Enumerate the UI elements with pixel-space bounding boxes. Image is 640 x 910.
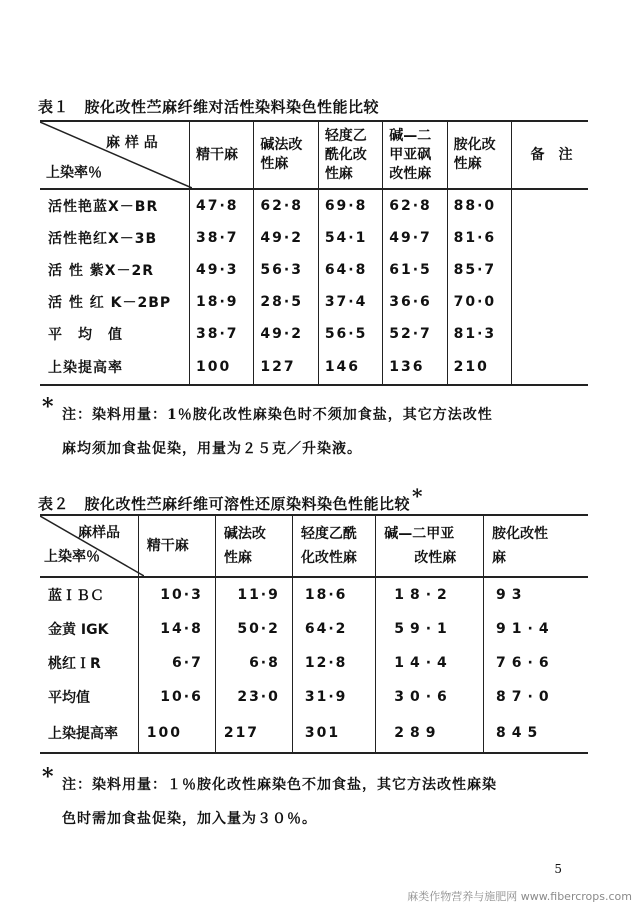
cell: 85·7 [447, 254, 511, 286]
note1-asterisk: * [42, 394, 55, 420]
cell: 6·8 [215, 646, 292, 680]
table1-col-header: 精干麻 [190, 121, 254, 189]
table2-col-header: 碱法改 性麻 [215, 515, 292, 577]
table2-corner-cell [40, 515, 138, 577]
row-label: 活 性 红 K－2BP [48, 295, 172, 311]
table-row [40, 612, 588, 646]
cell: 6·7 [138, 646, 215, 680]
table1-corner-bottom: 上染率％ [46, 165, 102, 181]
remarks-cell [512, 254, 588, 286]
note2-asterisk: * [42, 764, 55, 790]
cell: 91·4 [484, 612, 588, 646]
cell: 56·5 [318, 318, 382, 350]
cell: 54·1 [318, 222, 382, 254]
row-label: 桃红ＩR [48, 656, 101, 672]
cell: 301 [292, 714, 375, 753]
table1-col-header: 碱法改 性麻 [254, 121, 318, 189]
cell: 11·9 [215, 577, 292, 612]
table1-corner-top: 麻 样 品 [106, 135, 158, 151]
remarks-cell [512, 222, 588, 254]
cell: 61·5 [383, 254, 447, 286]
cell: 64·2 [292, 612, 375, 646]
table-row [40, 222, 588, 254]
table2-caption [38, 484, 423, 514]
table1-caption: 表１ 胺化改性苎麻纤维对活性染料染色性能比较 [38, 98, 380, 116]
cell: 87·0 [484, 680, 588, 714]
cell: 23·0 [215, 680, 292, 714]
cell: 100 [190, 350, 254, 385]
table-row [40, 350, 588, 385]
table-row [40, 646, 588, 680]
cell: 49·2 [254, 222, 318, 254]
remarks-cell [512, 318, 588, 350]
cell: 28·5 [254, 286, 318, 318]
note1-line2: 麻均须加食盐促染，用量为２５克／升染液。 [62, 441, 362, 457]
row-label: 上染提高率 [40, 714, 138, 753]
watermark: 麻类作物营养与施肥网 www.fibercrops.com [407, 890, 632, 903]
cell: 52·7 [383, 318, 447, 350]
cell: 62·8 [383, 189, 447, 222]
cell: 210 [447, 350, 511, 385]
cell: 59·1 [376, 612, 484, 646]
cell: 62·8 [254, 189, 318, 222]
note1 [40, 394, 600, 466]
cell: 76·6 [484, 646, 588, 680]
table-row [40, 286, 588, 318]
table2-caption-asterisk: * [412, 484, 423, 508]
row-label: 活性艳红X－3B [48, 231, 158, 247]
cell: 12·8 [292, 646, 375, 680]
table2-header-row [40, 515, 588, 577]
table2-corner-top: 麻样品 [78, 525, 120, 541]
table2-col-header: 精干麻 [138, 515, 215, 577]
cell: 136 [383, 350, 447, 385]
table1-col-header: 胺化改 性麻 [447, 121, 511, 189]
table-row [40, 680, 588, 714]
cell: 14·8 [138, 612, 215, 646]
table1 [40, 120, 588, 386]
table2-corner-bottom: 上染率％ [44, 549, 100, 565]
row-label: 金黄 IGK [48, 622, 109, 638]
cell: 64·8 [318, 254, 382, 286]
note1-line1: 注：染料用量：1％胺化改性麻染色时不须加食盐，其它方法改性 [62, 407, 493, 423]
table-row [40, 189, 588, 222]
note2 [40, 764, 600, 836]
remarks-cell [512, 350, 588, 385]
cell: 38·7 [190, 318, 254, 350]
cell: 70·0 [447, 286, 511, 318]
cell: 845 [484, 714, 588, 753]
cell: 14·4 [376, 646, 484, 680]
table1-col-header-remarks: 备 注 [512, 121, 588, 189]
cell: 49·3 [190, 254, 254, 286]
table2-col-header: 碱—二甲亚 改性麻 [376, 515, 484, 577]
table1-header-row [40, 121, 588, 189]
table1-corner-cell [40, 121, 190, 189]
row-label: 上染提高率 [40, 350, 190, 385]
cell: 18·9 [190, 286, 254, 318]
cell: 127 [254, 350, 318, 385]
row-label: 平均值 [48, 690, 90, 706]
table2-caption-text: 表２ 胺化改性苎麻纤维可溶性还原染料染色性能比较 [38, 495, 411, 513]
page-number: 5 [554, 862, 562, 876]
cell: 18·2 [376, 577, 484, 612]
table-row [40, 714, 588, 753]
cell: 10·3 [138, 577, 215, 612]
table1-col-header: 轻度乙 酰化改 性麻 [318, 121, 382, 189]
cell: 81·6 [447, 222, 511, 254]
cell: 10·6 [138, 680, 215, 714]
remarks-cell [512, 189, 588, 222]
cell: 81·3 [447, 318, 511, 350]
table-row [40, 577, 588, 612]
table2-col-header: 轻度乙酰 化改性麻 [292, 515, 375, 577]
note2-line1: 注：染料用量：１％胺化改性麻染色不加食盐，其它方法改性麻染 [62, 777, 497, 793]
table2 [40, 514, 588, 754]
row-label: 蓝ＩＢＣ [48, 588, 104, 604]
cell: 49·2 [254, 318, 318, 350]
cell: 47·8 [190, 189, 254, 222]
cell: 50·2 [215, 612, 292, 646]
cell: 88·0 [447, 189, 511, 222]
cell: 30·6 [376, 680, 484, 714]
cell: 93 [484, 577, 588, 612]
cell: 18·6 [292, 577, 375, 612]
cell: 289 [376, 714, 484, 753]
cell: 146 [318, 350, 382, 385]
row-label: 活 性 紫X－2R [48, 263, 155, 279]
cell: 69·8 [318, 189, 382, 222]
table1-col-header: 碱—二 甲亚砜 改性麻 [383, 121, 447, 189]
cell: 56·3 [254, 254, 318, 286]
remarks-cell [512, 286, 588, 318]
table-row [40, 254, 588, 286]
table2-col-header: 胺化改性 麻 [484, 515, 588, 577]
table-row [40, 318, 588, 350]
cell: 37·4 [318, 286, 382, 318]
cell: 38·7 [190, 222, 254, 254]
row-label: 活性艳蓝X－BR [48, 199, 159, 215]
cell: 36·6 [383, 286, 447, 318]
cell: 49·7 [383, 222, 447, 254]
cell: 31·9 [292, 680, 375, 714]
cell: 100 [138, 714, 215, 753]
row-label: 平 均 值 [48, 327, 123, 343]
cell: 217 [215, 714, 292, 753]
note2-line2: 色时需加食盐促染，加入量为３０％。 [62, 811, 317, 827]
